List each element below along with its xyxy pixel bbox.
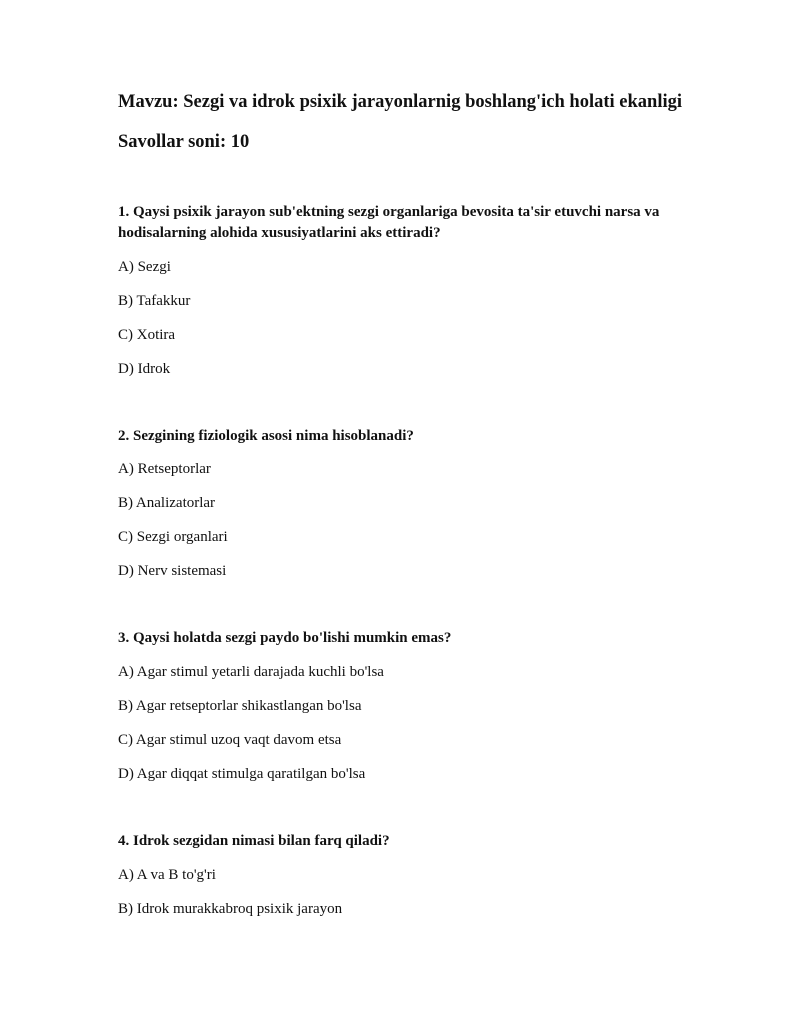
question-1 bbox=[118, 202, 698, 377]
answer-option-b: B) Analizatorlar bbox=[118, 495, 216, 511]
answer-option-d: D) Nerv sistemasi bbox=[118, 563, 227, 579]
answer-option-c: C) Xotira bbox=[118, 327, 176, 343]
document-title: Mavzu: Sezgi va idrok psixik jarayonlarnig boshlang'ich holati ekanligi bbox=[118, 92, 682, 112]
answer-option-c: C) Sezgi organlari bbox=[118, 529, 228, 545]
question-count: Savollar soni: 10 bbox=[118, 132, 250, 152]
answer-option-b: B) Agar retseptorlar shikastlangan bo'lsa bbox=[118, 698, 362, 714]
answer-option-c: C) Agar stimul uzoq vaqt davom etsa bbox=[118, 732, 342, 748]
question-2 bbox=[118, 426, 698, 579]
question-text: 2. Sezgining fiziologik asosi nima hisoblanadi? bbox=[118, 428, 414, 444]
answer-option-a: A) Sezgi bbox=[118, 259, 171, 275]
answer-option-b: B) Tafakkur bbox=[118, 293, 191, 309]
answer-option-a: A) Agar stimul yetarli darajada kuchli bo'lsa bbox=[118, 664, 384, 680]
answer-option-a: A) A va B to'g'ri bbox=[118, 867, 216, 883]
answer-option-b: B) Idrok murakkabroq psixik jarayon bbox=[118, 901, 343, 917]
question-3 bbox=[118, 628, 698, 782]
question-text: 3. Qaysi holatda sezgi paydo bo'lishi mumkin emas? bbox=[118, 630, 452, 646]
question-text: 4. Idrok sezgidan nimasi bilan farq qiladi? bbox=[118, 833, 390, 849]
answer-option-d: D) Agar diqqat stimulga qaratilgan bo'lsa bbox=[118, 766, 366, 782]
question-text: 1. Qaysi psixik jarayon sub'ektning sezgi organlariga bevosita ta'sir etuvchi narsa va hodisalarning alohida xususiyatlarini aks ettiradi? bbox=[118, 204, 660, 241]
answer-option-a: A) Retseptorlar bbox=[118, 461, 211, 477]
answer-option-d: D) Idrok bbox=[118, 361, 171, 377]
question-4 bbox=[118, 831, 698, 917]
